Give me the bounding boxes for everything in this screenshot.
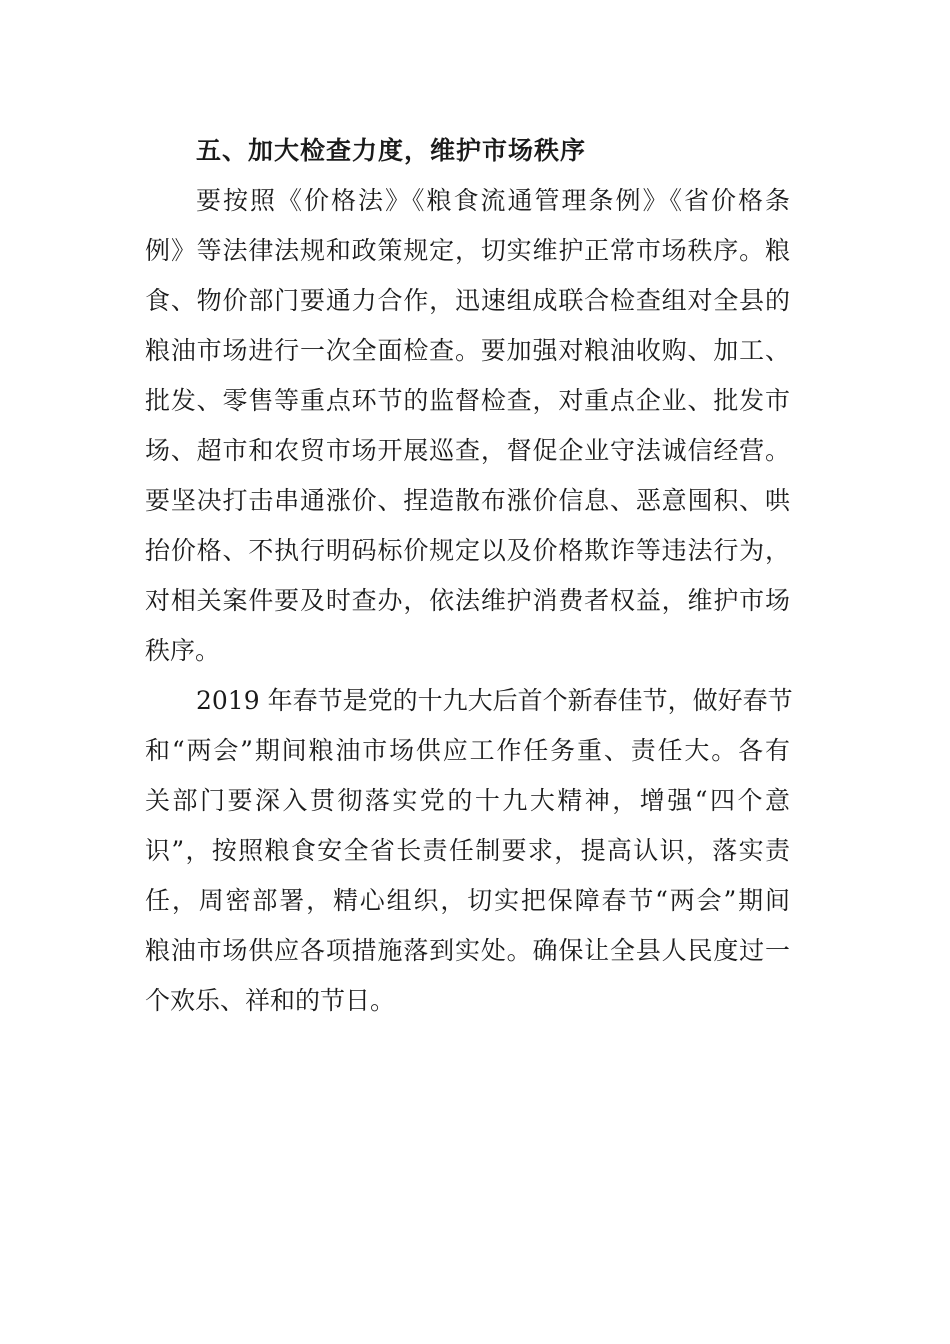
section-heading: 五、加大检查力度，维护市场秩序 [196, 136, 587, 165]
paragraph-line: 粮油市场供应各项措施落到实处。确保让全县人民度过一 [145, 936, 790, 965]
paragraph-line: 对相关案件要及时查办，依法维护消费者权益，维护市场 [145, 586, 790, 615]
paragraph-line: 和“两会”期间粮油市场供应工作任务重、责任大。各有 [145, 736, 790, 765]
document-page [145, 126, 793, 1026]
paragraph-line: 食、物价部门要通力合作，迅速组成联合检查组对全县的 [145, 286, 790, 315]
paragraph-market-order [145, 176, 790, 676]
paragraph-line: 抬价格、不执行明码标价规定以及价格欺诈等违法行为， [145, 536, 790, 565]
paragraph-spring-festival [145, 676, 793, 1026]
paragraph-line: 要按照《价格法》《粮食流通管理条例》《省价格条 [196, 186, 790, 215]
paragraph-line: 个欢乐、祥和的节日。 [145, 986, 396, 1015]
paragraph-line: 粮油市场进行一次全面检查。要加强对粮油收购、加工、 [145, 336, 790, 365]
paragraph-line: 2019 年春节是党的十九大后首个新春佳节，做好春节 [196, 686, 793, 715]
paragraph-line: 场、超市和农贸市场开展巡查，督促企业守法诚信经营。 [145, 436, 790, 465]
paragraph-line: 关部门要深入贯彻落实党的十九大精神，增强“四个意 [145, 786, 790, 815]
paragraph-line: 批发、零售等重点环节的监督检查，对重点企业、批发市 [145, 386, 790, 415]
paragraph-line: 识”，按照粮食安全省长责任制要求，提高认识，落实责 [145, 836, 790, 865]
paragraph-line: 例》等法律法规和政策规定，切实维护正常市场秩序。粮 [145, 236, 790, 265]
paragraph-line: 任，周密部署，精心组织，切实把保障春节“两会”期间 [145, 886, 790, 915]
paragraph-line: 要坚决打击串通涨价、捏造散布涨价信息、恶意囤积、哄 [145, 486, 790, 515]
paragraph-line: 秩序。 [145, 636, 221, 665]
